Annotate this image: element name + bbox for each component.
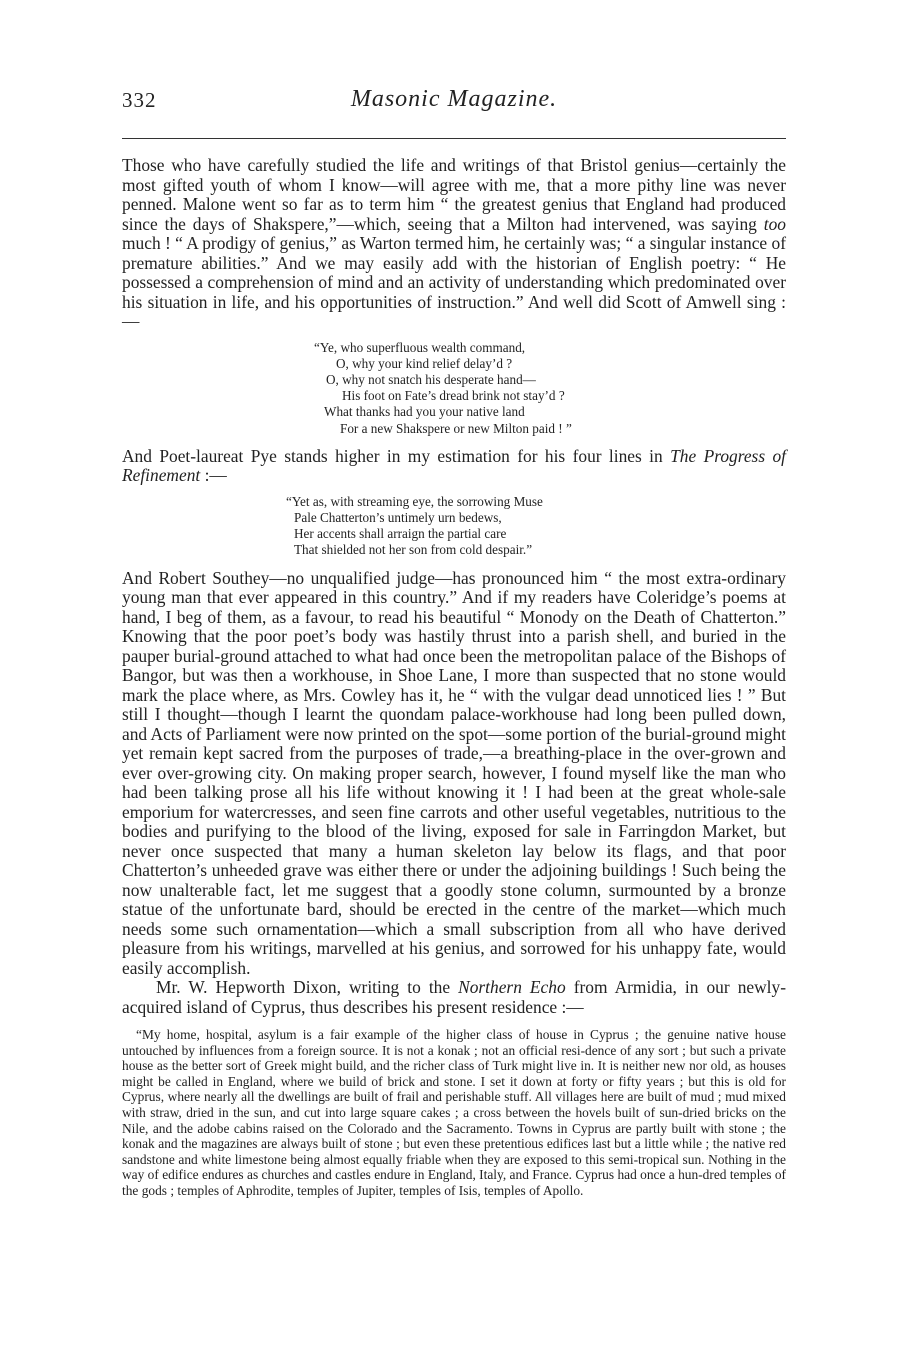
italic-phrase: Northern Echo — [458, 977, 566, 998]
paragraph-hepworth-dixon: Mr. W. Hepworth Dixon, writing to the Northern Echo from Armidia, in our newly-acquired island of Cyprus, thus describes his present residence :— — [122, 977, 786, 1017]
italic-phrase: The — [670, 445, 697, 466]
verse-line: Pale Chatterton’s untimely urn bedews, — [294, 509, 502, 525]
verse-line: For a new Shakspere or new Milton paid ! ” — [340, 420, 572, 436]
verse-line: What thanks had you your native land — [324, 404, 525, 420]
verse-scott-of-amwell — [122, 340, 786, 437]
verse-line: Her accents shall arraign the partial care — [294, 526, 507, 542]
verse-line: His foot on Fate’s dread brink not stay’d ? — [342, 388, 565, 404]
verse-line: O, why your kind relief delay’d ? — [336, 355, 513, 371]
verse-line: “Yet as, with streaming eye, the sorrowing Muse — [286, 493, 543, 509]
verse-pye — [122, 494, 786, 559]
page-header — [122, 86, 786, 120]
paragraph-chatterton-genius: Those who have carefully studied the life and writings of that Bristol genius—certainly the most gifted youth of whom I know—will agree with me, that a more pithy line was never penned. Malone went so far as to term him “ the greatest genius that England had produced since the days of Shakspere,”—which, seeing that a Milton had intervened, was saying too much ! “ A prodigy of genius,” as Warton termed him, he certainly was; “ a singular instance of premature abilities.” And we may easily add with the historian of English poetry: “ He possessed a comprehension of mind and an activity of understanding which predominated over his situation in life, and his opportunities of instruction.” And well did Scott of Amwell sing :— — [122, 155, 786, 331]
page-number: 332 — [122, 88, 157, 112]
running-title: Masonic Magazine. — [350, 86, 558, 112]
verse-line: That shielded not her son from cold despair.” — [294, 542, 533, 558]
verse-line: O, why not snatch his desperate hand— — [326, 371, 536, 387]
header-rule — [122, 138, 786, 139]
paragraph-southey-farringdon: And Robert Southey—no unqualified judge—has pronounced him “ the most extra-ordinary young man that ever appeared in this country.” And if my readers have Coleridge’s poems at hand, I beg of them, as a favour, to read his beautiful “ Monody on the Death of Chatterton.” Knowing that the poor poet’s body was hastily thrust into a parish shell, and buried in the pauper burial-ground attached to what had once been the metropolitan palace of the Bishops of Bangor, but was then a workhouse, in Shoe Lane, I more than suspected that no stone would mark the place where, as Mrs. Cowley has it, he “ with the vulgar dead unnoticed lies ! ” But still I thought—though I learnt the quondam palace-workhouse had long been pulled down, and Acts of Parliament were now printed on the spot—some portion of the burial-ground might yet remain kept sacred from the purposes of trade,—a breathing-place in the over-grown and ever over-growing city. On making proper search, however, I found myself like the man who had been talking prose all his life without knowing it ! I had been at the great whole-sale emporium for watercresses, and seen fine carrots and other useful vegetables, nutritious to the bodies and purifying to the blood of the living, exposed for sale in Farringdon Market, but never once suspected that many a human skeleton lay below its flags, and that poor Chatterton’s unheeded grave was either there or under the adjoining buildings ! Such being the now unalterable fact, let me suggest that a goodly stone column, surmounted by a bronze statue of the unfortunate bard, should be erected in the centre of the market—which much needs some such ornamentation—which a small subscription from all who have derived pleasure from his writings, marvelled at his genius, and sorrowed for his unhappy fate, would easily accomplish. — [122, 567, 786, 978]
article-body — [122, 156, 786, 1199]
italic-phrase: too — [756, 213, 786, 234]
paragraph-poet-laureat-pye: And Poet-laureat Pye stands higher in my estimation for his four lines in The Progress of Refinement :— — [122, 445, 787, 486]
italic-phrase: Progress of Refinement — [122, 445, 787, 486]
verse-line: “Ye, who superfluous wealth command, — [314, 339, 526, 355]
quotation-cyprus-house: “My home, hospital, asylum is a fair example of the higher class of house in Cyprus ; the genuine native house untouched by influences from a foreign source. It is not a konak ; not an official resi-dence of any sort ; but such a private house as the better sort of Greek might build, and the richer class of Turk might live in. It is neither new nor old, as houses might be called in England, where we build of brick and stone. I set it down at forty or fifty years ; but this is old for Cyprus, where nearly all the dwellings are built of frail and perishable stuff. All villages here are built of mud ; mud mixed with straw, dried in the sun, and cut into large square cakes ; a cross between the hovels built of sun-dried bricks on the Nile, and the adobe cabins raised on the Colorado and the Sacramento. Towns in Cyprus are partly built with stone ; the konak and the magazines are always built of stone ; but even these pretentious edifices last but a little while ; the native red sandstone and white limestone being almost equally friable when they are exposed to this semi-tropical sun. Nothing in the way of edifice endures as churches and castles endure in England, Italy, and France. Cyprus had once a hun-dred temples of the gods ; temples of Aphrodite, temples of Jupiter, temples of Isis, temples of Apollo. — [122, 1027, 786, 1198]
